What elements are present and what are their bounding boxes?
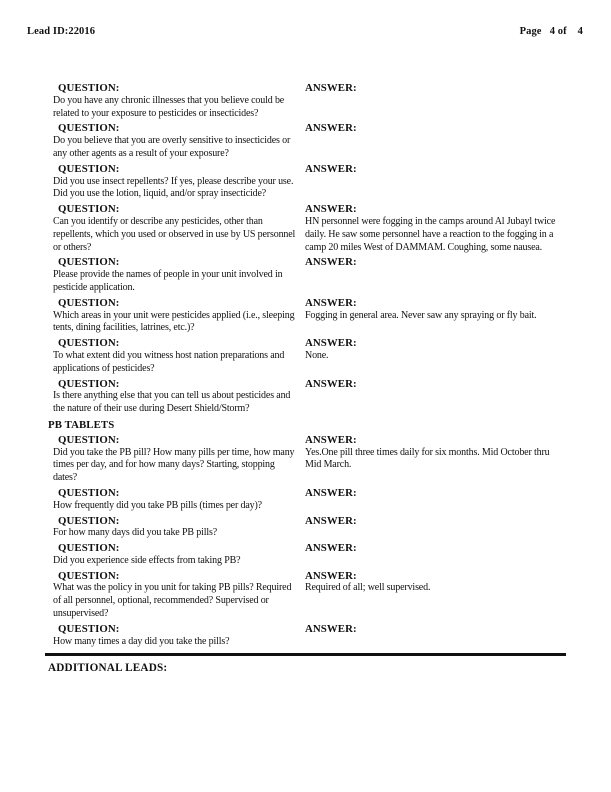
answer-label: ANSWER: <box>305 569 357 582</box>
answer-cell <box>305 378 585 391</box>
answer-cell <box>305 487 585 500</box>
question-text: For how many days did you take PB pills? <box>53 527 217 539</box>
question-text: To what extent did you witness host nation preparations and applications of pesticides? <box>53 349 285 374</box>
answer-cell <box>305 203 585 254</box>
qa-row <box>53 623 611 649</box>
answer-cell <box>305 256 585 269</box>
question-cell <box>53 297 305 335</box>
answer-cell <box>305 337 585 363</box>
qa-row <box>53 337 611 375</box>
question-label: QUESTION: <box>58 542 120 555</box>
question-text: Do you have any chronic illnesses that you believe could be related to your exposure to pesticides or insecticides? <box>53 94 285 119</box>
answer-label: ANSWER: <box>305 486 357 499</box>
answer-cell <box>305 570 585 596</box>
qa-row <box>53 256 611 294</box>
question-cell <box>53 515 305 541</box>
additional-leads-heading: ADDITIONAL LEADS: <box>48 662 168 675</box>
question-cell <box>53 570 305 621</box>
qa-row <box>53 122 611 160</box>
question-label: QUESTION: <box>58 82 120 94</box>
answer-label: ANSWER: <box>305 256 357 269</box>
question-cell <box>53 337 305 375</box>
qa-row <box>53 297 611 335</box>
answer-text: Fogging in general area. Never saw any spraying or fly bait. <box>305 309 537 321</box>
question-cell <box>53 82 305 120</box>
footer-separator-rule <box>45 653 566 656</box>
qa-row <box>53 82 611 120</box>
question-text: Did you use insect repellents? If yes, please describe your use. Did you use the lotion, liquid, and/or spray insecticide? <box>53 175 294 200</box>
answer-label: ANSWER: <box>305 622 357 635</box>
question-cell <box>53 487 305 513</box>
answer-cell <box>305 163 585 176</box>
qa-row <box>53 434 611 485</box>
answer-label: ANSWER: <box>305 377 357 390</box>
answer-cell <box>305 297 585 323</box>
answer-cell <box>305 122 585 135</box>
answer-label: ANSWER: <box>305 337 357 350</box>
question-label: QUESTION: <box>58 433 120 446</box>
question-label: QUESTION: <box>58 296 120 309</box>
question-text: Which areas in your unit were pesticides applied (i.e., sleeping tents, dining facilities, latrines, etc.)? <box>53 309 295 334</box>
answer-label: ANSWER: <box>305 162 357 175</box>
question-text: Did you take the PB pill? How many pills per time, how many times per day, and for how many days? Starting, stopping dates? <box>53 446 295 484</box>
answer-cell <box>305 623 585 636</box>
answer-label: ANSWER: <box>305 122 357 135</box>
answer-label: ANSWER: <box>305 203 357 216</box>
question-label: QUESTION: <box>58 203 120 216</box>
question-text: Can you identify or describe any pesticides, other than repellents, which you used or observed in use by US personnel or others? <box>53 215 296 253</box>
answer-cell <box>305 515 585 528</box>
answer-label: ANSWER: <box>305 82 357 94</box>
question-text: Did you experience side effects from taking PB? <box>53 554 241 566</box>
answer-text: Yes.One pill three times daily for six months. Mid October thru Mid March. <box>305 446 550 471</box>
page-header <box>0 0 611 37</box>
answer-cell <box>305 434 585 472</box>
question-text: How many times a day did you take the pills? <box>53 635 230 647</box>
question-cell <box>53 203 305 254</box>
question-label: QUESTION: <box>58 337 120 350</box>
question-cell <box>53 122 305 160</box>
question-text: How frequently did you take PB pills (times per day)? <box>53 499 262 511</box>
question-label: QUESTION: <box>58 162 120 175</box>
answer-text: HN personnel were fogging in the camps around Al Jubayl twice daily. He saw some personnel have a reaction to the fogging in a camp 20 miles West of DAMMAM. Coughing, some nausea. <box>305 215 556 253</box>
question-cell <box>53 434 305 485</box>
answer-label: ANSWER: <box>305 433 357 446</box>
qa-row <box>53 570 611 621</box>
question-label: QUESTION: <box>58 486 120 499</box>
qa-row <box>53 163 611 201</box>
qa-row <box>53 378 611 416</box>
qa-row <box>53 487 611 513</box>
answer-cell <box>305 542 585 555</box>
qa-row <box>53 203 611 254</box>
question-text: Do you believe that you are overly sensitive to insecticides or any other agents as a result of your exposure? <box>53 135 291 159</box>
qa-list <box>48 82 611 648</box>
qa-row <box>53 515 611 541</box>
answer-label: ANSWER: <box>305 542 357 555</box>
question-text: Is there anything else that you can tell us about pesticides and the nature of their use during Desert Shield/Storm? <box>53 390 291 415</box>
question-text: Please provide the names of people in your unit involved in pesticide application. <box>53 269 283 293</box>
answer-label: ANSWER: <box>305 514 357 527</box>
question-cell <box>53 163 305 201</box>
question-label: QUESTION: <box>58 256 120 269</box>
lead-id: Lead ID:22016 <box>27 26 96 37</box>
question-cell <box>53 256 305 294</box>
qa-row <box>53 542 611 568</box>
question-label: QUESTION: <box>58 122 120 135</box>
page-number: Page 4 of 4 <box>519 26 583 37</box>
answer-text: Required of all; well supervised. <box>305 582 431 594</box>
section-heading: PB TABLETS <box>48 418 115 431</box>
question-cell <box>53 378 305 416</box>
answer-text: None. <box>305 349 329 361</box>
question-cell <box>53 542 305 568</box>
question-cell <box>53 623 305 649</box>
question-label: QUESTION: <box>58 569 120 582</box>
question-label: QUESTION: <box>58 622 120 635</box>
question-text: What was the policy in you unit for taking PB pills? Required of all personnel, optional, recommended? Supervised or unsupervised? <box>53 582 292 620</box>
question-label: QUESTION: <box>58 377 120 390</box>
question-label: QUESTION: <box>58 514 120 527</box>
answer-label: ANSWER: <box>305 296 357 309</box>
answer-cell <box>305 82 585 95</box>
